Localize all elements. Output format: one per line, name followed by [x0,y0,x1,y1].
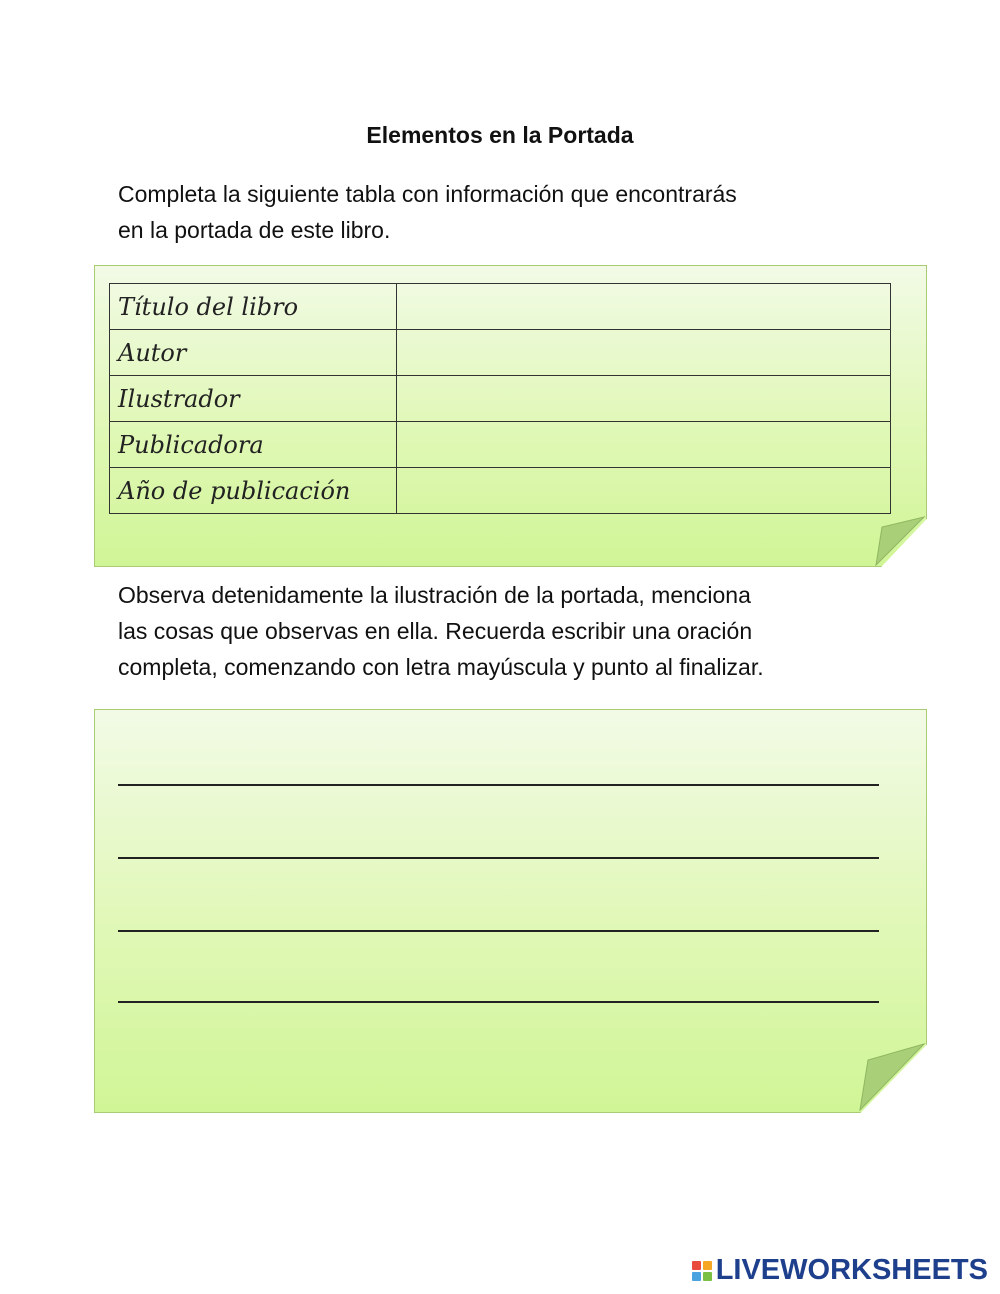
table-row [110,284,891,330]
answer-line-3[interactable] [118,930,879,932]
row-label-ano: Año de publicación [110,468,397,514]
table-row [110,468,891,514]
row-label-titulo: Título del libro [110,284,397,330]
row-input-ilustrador[interactable] [397,376,891,422]
instructions [118,176,898,248]
liveworksheets-logo-text: LIVEWORKSHEETS [715,1254,988,1286]
row-input-publicadora[interactable] [397,422,891,468]
observation-line-3: completa, comenzando con letra mayúscula y punto al finalizar. [118,654,764,680]
liveworksheets-logo [692,1254,988,1287]
table-row [110,422,891,468]
answer-line-4[interactable] [118,1001,879,1003]
instructions-line-1: Completa la siguiente tabla con información que encontrarás [118,181,737,207]
page-curl-2 [858,1042,926,1112]
row-input-autor[interactable] [397,330,891,376]
table-row [110,330,891,376]
row-label-publicadora: Publicadora [110,422,397,468]
row-input-titulo[interactable] [397,284,891,330]
observation-line-1: Observa detenidamente la ilustración de la portada, menciona [118,582,751,608]
liveworksheets-logo-icon [692,1261,712,1281]
observation-instructions [118,577,898,685]
page-curl-1 [874,515,926,567]
observation-line-2: las cosas que observas en ella. Recuerda escribir una oración [118,618,753,644]
row-label-ilustrador: Ilustrador [110,376,397,422]
book-info-table [109,283,891,514]
answer-line-2[interactable] [118,857,879,859]
answer-line-1[interactable] [118,784,879,786]
table-row [110,376,891,422]
row-label-autor: Autor [110,330,397,376]
answer-note-background [94,709,927,1113]
page-title: Elementos en la Portada [366,122,634,148]
row-input-ano[interactable] [397,468,891,514]
instructions-line-2: en la portada de este libro. [118,217,391,243]
